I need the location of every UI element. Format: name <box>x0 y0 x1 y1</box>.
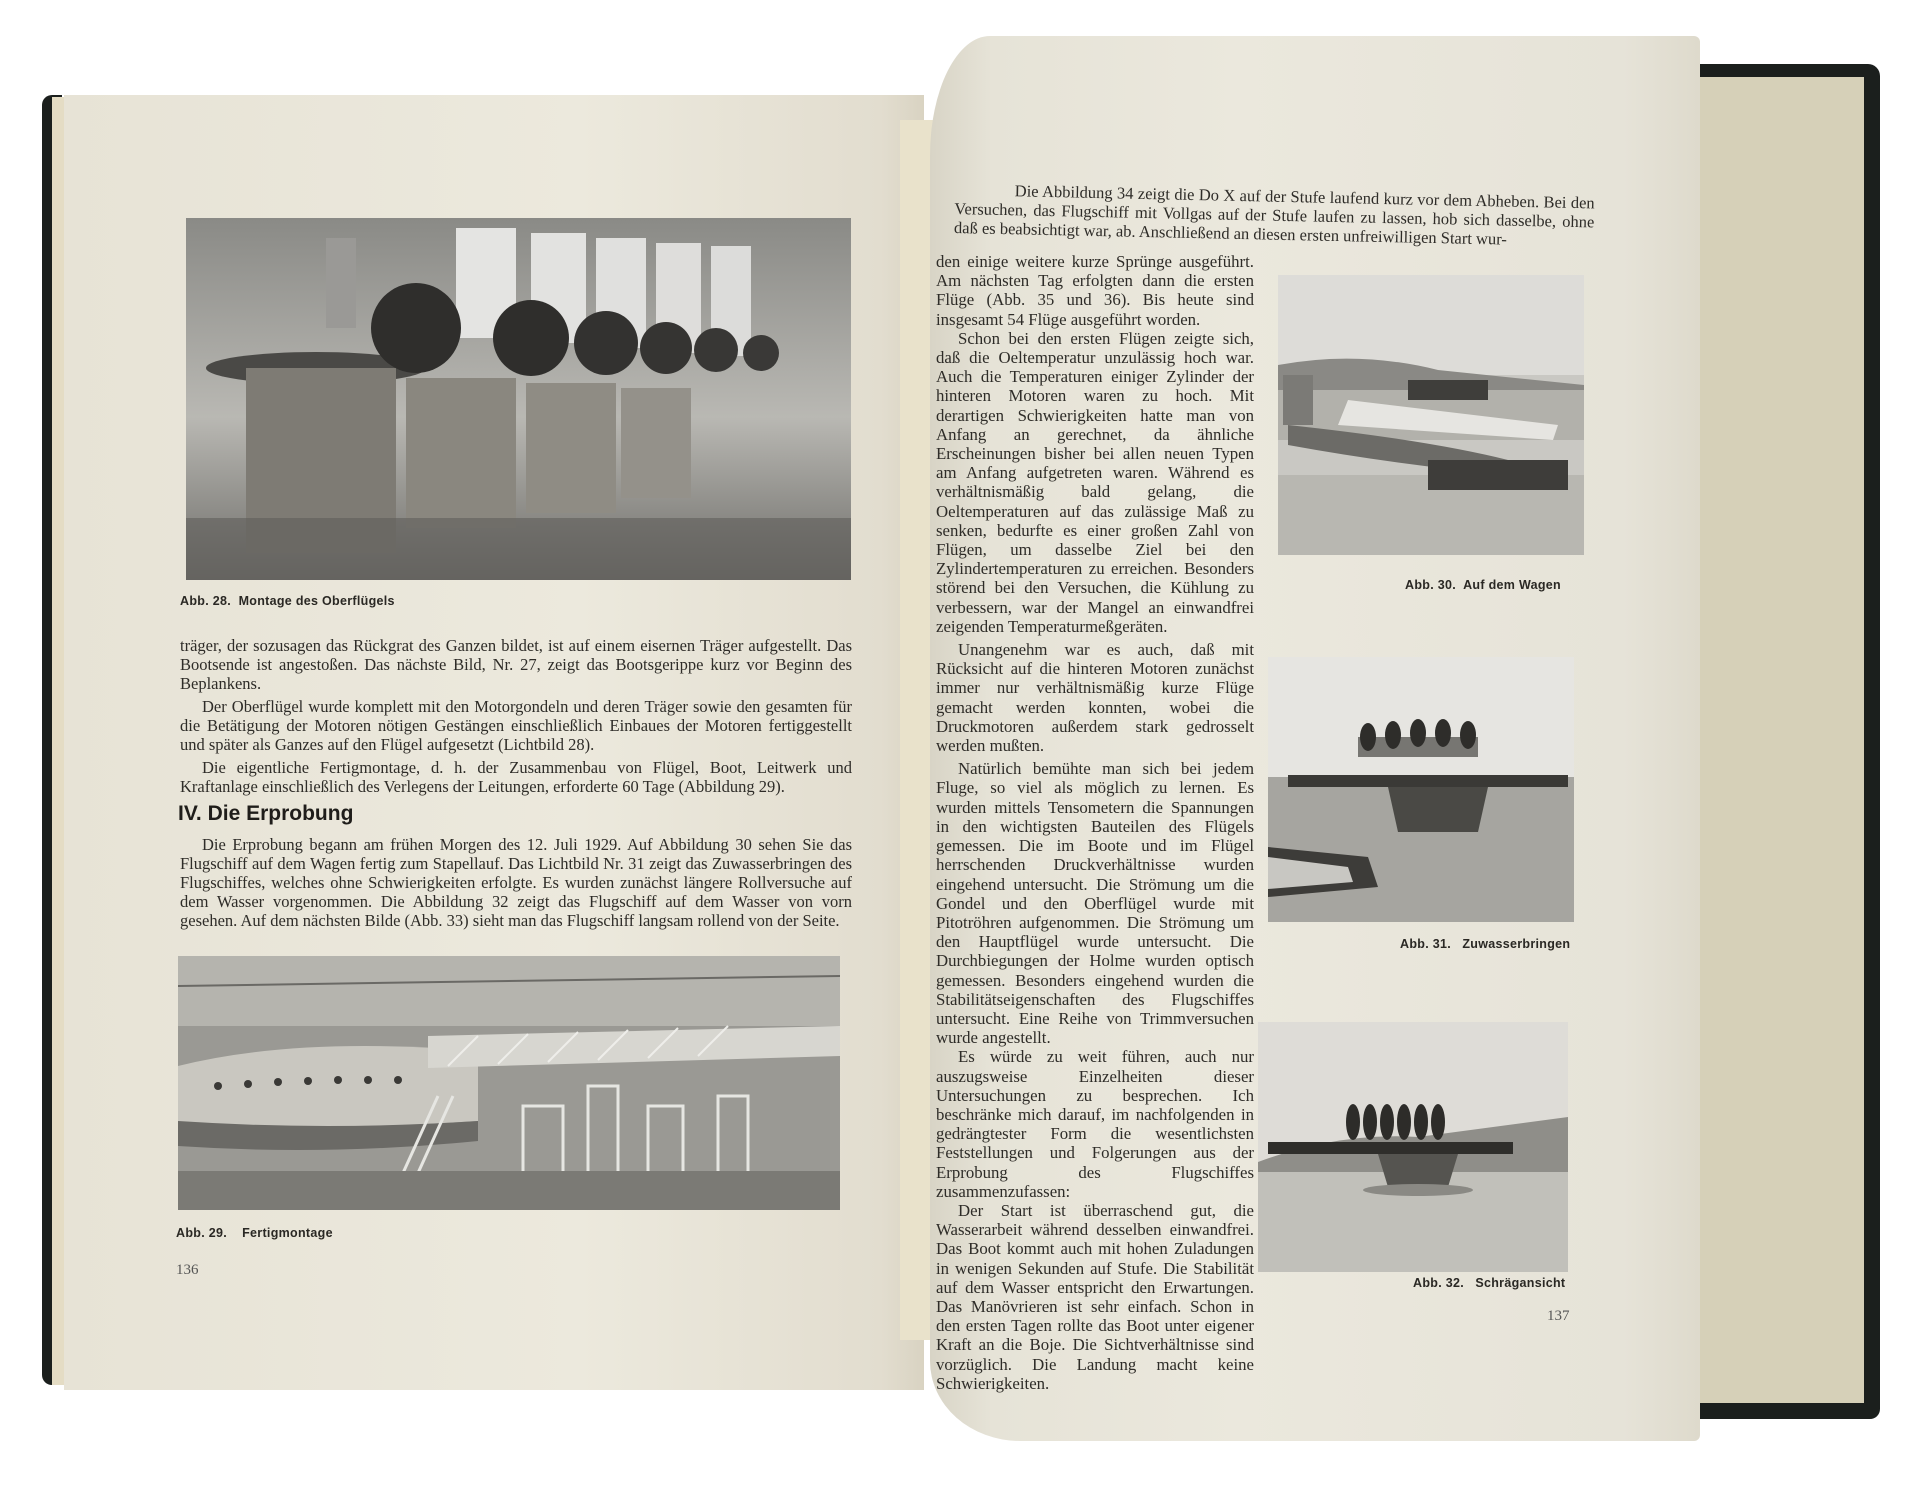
paragraph: Der Oberflügel wurde komplett mit den Motorgondeln und deren Träger sowie den gesamten für die Betätigung der Motoren nötigen Gestängen einschließlich Einbaues der Motoren fertiggestellt und später als Ganzes auf den Flügel aufgesetzt (Lichtbild 28). <box>180 697 852 754</box>
figure-32-photo <box>1258 1022 1568 1272</box>
paragraph: Der Start ist überraschend gut, die Wasserarbeit während desselben einwandfrei. Das Boot kommt auch mit hohen Zuladungen in wenigen Sekunden auf Stufe. Die Stabilität auf dem Wasser entspricht den Erwartungen. Das Manövrieren ist sehr einfach. Schon in den ersten Tagen rollte das Boot unter eigener Kraft an die Boje. Die Sichtverhältnisse sind vorzüglich. Die Landung macht keine Schwierigkeiten. <box>936 1200 1254 1393</box>
section-heading: IV. Die Erprobung <box>178 802 354 825</box>
page-number-right: 137 <box>1547 1308 1570 1324</box>
figure-31-photo <box>1268 657 1574 922</box>
hangar-engines-image <box>186 218 851 580</box>
figure-30-caption: Abb. 30. Auf dem Wagen <box>1405 578 1561 592</box>
flying-boat-on-cradle-image <box>1278 275 1584 555</box>
figure-28-caption: Abb. 28. Montage des Oberflügels <box>180 594 395 608</box>
oblique-view-image <box>1258 1022 1568 1272</box>
paragraph: Die eigentliche Fertigmontage, d. h. der Zusammenbau von Flügel, Boot, Leitwerk und Kraftanlage einschließlich des Verlegens der Leitungen, erforderte 60 Tage (Abbildung 29). <box>180 758 852 796</box>
paragraph: Die Abbildung 34 zeigt die Do X auf der Stufe laufend kurz vor dem Abheben. Bei den Versuchen, das Flugschiff mit Vollgas auf der Stufe laufen zu lassen, hob sich dasselbe, ohne daß es beabsichtigt war, ab. Anschließend an diesen ersten unfreiwilligen Start wur- <box>953 181 1595 249</box>
figure-30-photo <box>1278 275 1584 555</box>
figure-29-photo <box>178 956 840 1210</box>
paragraph: träger, der sozusagen das Rückgrat des Ganzen bildet, ist auf einem eisernen Träger aufgestellt. Das Bootsende ist angestoßen. Das nächste Bild, Nr. 27, zeigt das Bootsgerippe kurz vor Beginn des Beplankens. <box>180 636 852 693</box>
launching-into-water-image <box>1268 657 1574 922</box>
paragraph: den einige weitere kurze Sprünge ausgeführt. Am nächsten Tag erfolgten dann die ersten Flüge (Abb. 35 und 36). Bis heute sind insgesamt 54 Flüge ausgeführt worden. <box>936 252 1254 329</box>
right-column-text <box>936 252 1254 1393</box>
paragraph: Die Erprobung begann am frühen Morgen des 12. Juli 1929. Auf Abbildung 30 sehen Sie das Flugschiff auf dem Wagen fertig zum Stapellauf. Das Lichtbild Nr. 31 zeigt das Zuwasserbringen des Flugschiffes, welches ohne Schwierigkeiten erfolgte. Es wurden zunächst längere Rollversuche auf dem Wasser vorgenommen. Die Abbildung 32 zeigt das Flugschiff auf dem Wasser von vorn gesehen. Auf dem nächsten Bilde (Abb. 33) sieht man das Flugschiff langsam rollend von der Seite. <box>180 835 852 930</box>
figure-32-caption: Abb. 32. Schrägansicht <box>1413 1276 1566 1290</box>
left-body-text-top <box>180 636 852 796</box>
figure-29-caption: Abb. 29. Fertigmontage <box>176 1226 333 1240</box>
figure-28-photo <box>186 218 851 580</box>
left-body-text-section <box>180 835 852 930</box>
paragraph: Es würde zu weit führen, auch nur auszugsweise Einzelheiten dieser Untersuchungen zu besprechen. Ich beschränke mich darauf, im nachfolgenden in gedrängtester Form die wesentlichsten Feststellungen und Folgerungen aus der Erprobung des Flugschiffes zusammenzufassen: <box>936 1047 1254 1201</box>
endpaper <box>1700 77 1864 1403</box>
paragraph: Schon bei den ersten Flügen zeigte sich, daß die Oeltemperatur unzulässig hoch war. Auch die Temperaturen einiger Zylinder der hinteren Motoren waren zu hoch. Mit derartigen Schwierigkeiten hatte man von Anfang an gerechnet, da ähnliche Erscheinungen bisher bei allen neuen Typen am Anfang aufgetreten waren. Während es verhältnismäßig bald gelang, die Oeltemperaturen auf das zulässige Maß zu senken, bedurfte es einer großen Zahl von Flügen, um dasselbe Ziel bei den Zylindertemperaturen zu erreichen. Besonders störend bei den Versuchen, die Kühlung zu verbessern, war der Mangel an einwandfrei zeigenden Temperaturmeßgeräten. <box>936 328 1254 636</box>
figure-31-caption: Abb. 31. Zuwasserbringen <box>1400 937 1571 951</box>
paragraph: Natürlich bemühte man sich bei jedem Fluge, so viel als möglich zu lernen. Es wurden mittels Tensometern die Spannungen in den wichtigsten Bauteilen des Flügels gemessen. Die im Boote und im Flügel herrschenden Druckverhältnisse wurden eingehend untersucht. Die Strömung um die Gondel und den Oberflügel wurde mit Pitotröhren aufgenommen. Die Strömung um den Hauptflügel wurde untersucht. Die Durchbiegungen der Holme wurden optisch gemessen. Besonders eingehend wurden die Stabilitätseigenschaften des Flugschiffes untersucht. Eine Reihe von Trimmversuchen wurde angestellt. <box>936 759 1254 1048</box>
final-assembly-image <box>178 956 840 1210</box>
page-number-left: 136 <box>176 1262 199 1278</box>
paragraph: Unangenehm war es auch, daß mit Rücksicht auf die hinteren Motoren zunächst immer nur verhältnismäßig kurze Flüge gemacht werden konnten, wobei die Druckmotoren außerdem stark gedrosselt werden mußten. <box>936 640 1254 756</box>
